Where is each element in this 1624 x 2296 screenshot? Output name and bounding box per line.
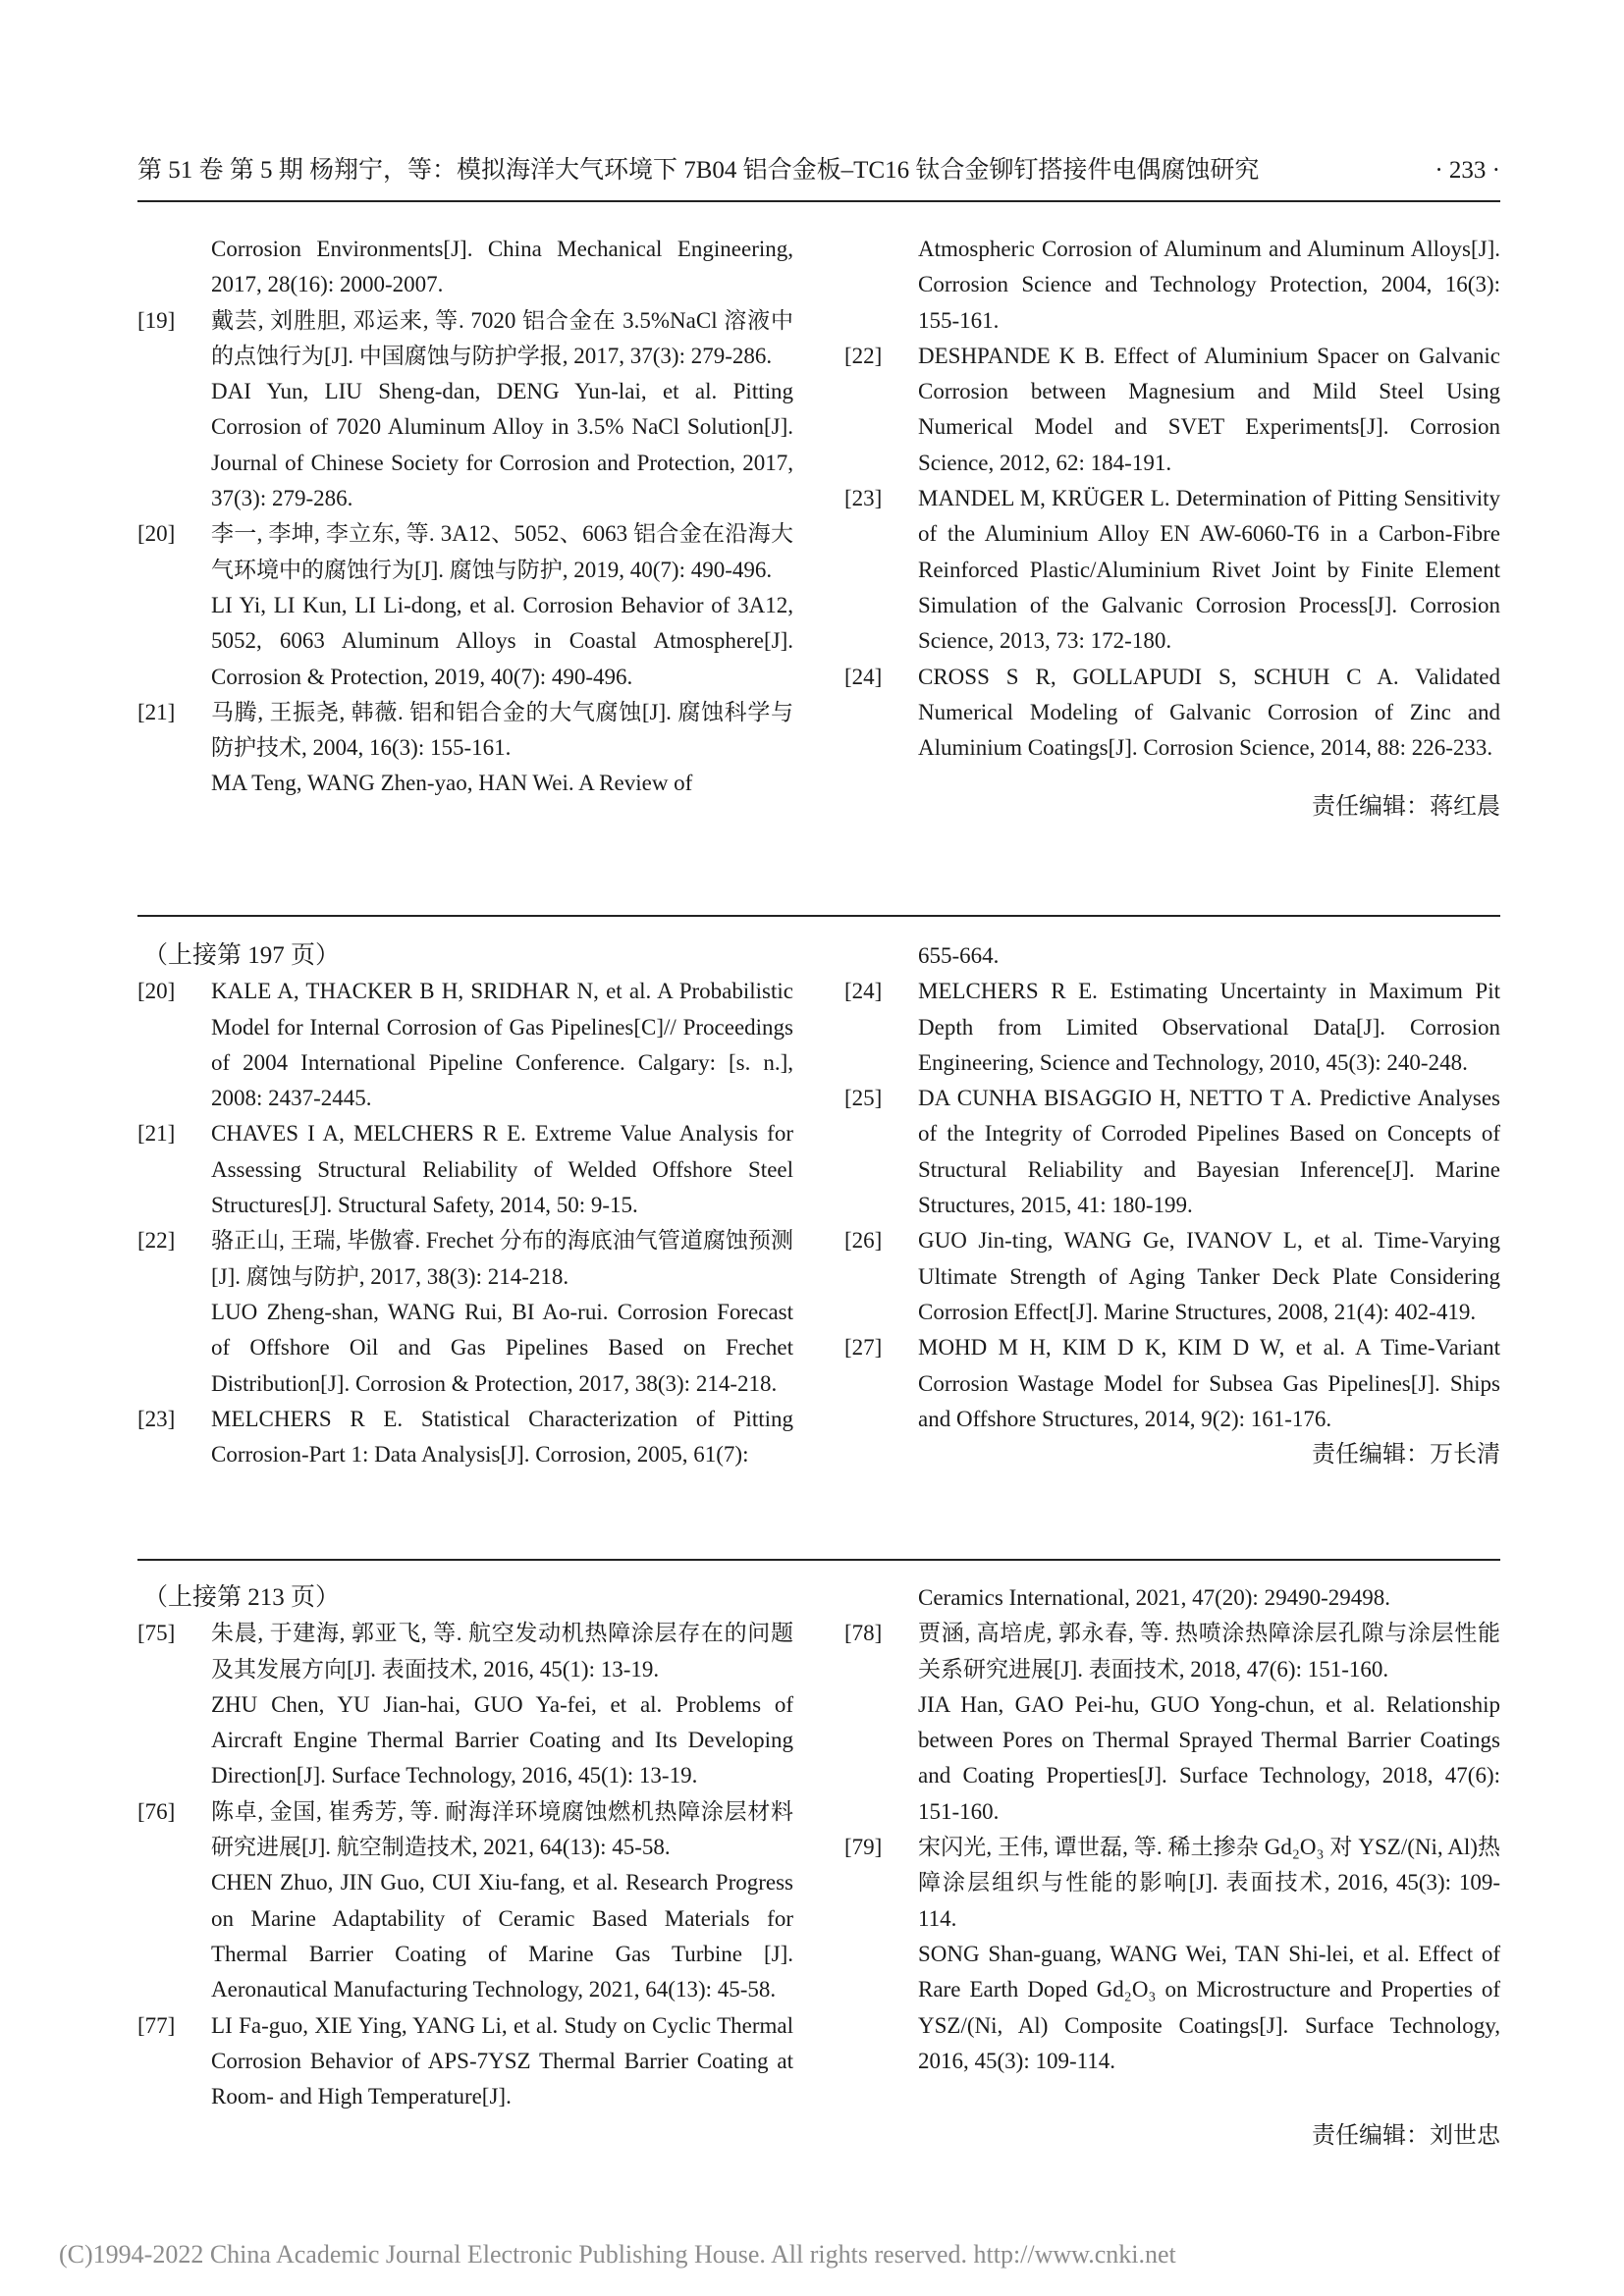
reference-number: [22]	[137, 1228, 176, 1254]
reference-item	[844, 339, 1500, 481]
reference-text: KALE A, THACKER B H, SRIDHAR N, et al. A Probabilistic Model for Internal Corrosion of Gas Pipelines[C]// Proceedings of 2004 International Pipeline Conference. Calgary: [s. n.], 2008: 2437-2445.	[211, 979, 793, 1111]
responsible-editor: 责任编辑：蒋红晨	[1312, 794, 1500, 821]
page-number: · 233 ·	[1435, 157, 1500, 184]
reference-item	[137, 303, 793, 517]
reference-number: [20]	[137, 521, 176, 547]
section1-left-column	[137, 232, 793, 802]
reference-number: [79]	[844, 1835, 883, 1860]
reference-item	[844, 1081, 1500, 1223]
reference-continuation: Atmospheric Corrosion of Aluminum and Aluminum Alloys[J]. Corrosion Science and Technology Protection, 2004, 16(3): 155-161.	[918, 237, 1500, 333]
reference-item	[844, 974, 1500, 1081]
continued-from-label: （上接第 197 页）	[143, 942, 341, 969]
reference-item	[137, 974, 793, 1116]
reference-number: [26]	[844, 1228, 883, 1254]
reference-number: [75]	[137, 1621, 176, 1646]
reference-item	[844, 1616, 1500, 1830]
reference-text: 戴芸, 刘胜胆, 邓运来, 等. 7020 铝合金在 3.5%NaCl 溶液中的点蚀行为[J]. 中国腐蚀与防护学报, 2017, 37(3): 279-286.	[211, 307, 793, 368]
reference-text: MELCHERS R E. Statistical Characterization of Pitting Corrosion-Part 1: Data Analysis[J]. Corrosion, 2005, 61(7):	[211, 1406, 793, 1468]
reference-number: [23]	[844, 486, 883, 511]
running-head-title: 第 51 卷 第 5 期 杨翔宁，等：模拟海洋大气环境下 7B04 铝合金板–TC16 钛合金铆钉搭接件电偶腐蚀研究	[137, 157, 1260, 184]
reference-continuation: Corrosion Environments[J]. China Mechanical Engineering, 2017, 28(16): 2000-2007.	[211, 237, 793, 297]
reference-translation: ZHU Chen, YU Jian-hai, GUO Ya-fei, et al. Problems of Aircraft Engine Thermal Barrier Coating and Its Developing Direction[J]. Surface Technology, 2016, 45(1): 13-19.	[211, 1691, 793, 1789]
reference-number: [76]	[137, 1798, 176, 1824]
reference-text: GUO Jin-ting, WANG Ge, IVANOV L, et al. Time-Varying Ultimate Strength of Aging Tanker Deck Plate Considering Corrosion Effect[J]. Marine Structures, 2008, 21(4): 402-419.	[918, 1228, 1500, 1324]
reference-item	[137, 1116, 793, 1223]
reference-text: CHAVES I A, MELCHERS R E. Extreme Value Analysis for Assessing Structural Reliability of Welded Offshore Steel Structures[J]. Structural Safety, 2014, 50: 9-15.	[211, 1121, 793, 1218]
reference-number: [19]	[137, 307, 176, 333]
reference-continuation: 655-664.	[918, 943, 1000, 968]
reference-number: [21]	[137, 1121, 176, 1147]
reference-text: MELCHERS R E. Estimating Uncertainty in Maximum Pit Depth from Limited Observational Data[J]. Corrosion Engineering, Science and Technology, 2010, 45(3): 240-248.	[918, 979, 1500, 1075]
section-rule	[137, 915, 1500, 917]
reference-number: [77]	[137, 2012, 176, 2038]
reference-text: 骆正山, 王瑞, 毕傲睿. Frechet 分布的海底油气管道腐蚀预测[J]. 腐蚀与防护, 2017, 38(3): 214-218.	[211, 1228, 793, 1289]
reference-number: [21]	[137, 699, 176, 724]
reference-number: [24]	[844, 979, 883, 1004]
reference-text: 朱晨, 于建海, 郭亚飞, 等. 航空发动机热障涂层存在的问题及其发展方向[J]. 表面技术, 2016, 45(1): 13-19.	[211, 1621, 793, 1682]
reference-translation: MA Teng, WANG Zhen-yao, HAN Wei. A Review of	[211, 771, 693, 796]
reference-translation: LUO Zheng-shan, WANG Rui, BI Ao-rui. Corrosion Forecast of Offshore Oil and Gas Pipelines Based on Frechet Distribution[J]. Corrosion & Protection, 2017, 38(3): 214-218.	[211, 1299, 793, 1396]
reference-item	[137, 1223, 793, 1401]
reference-item	[137, 1402, 793, 1473]
reference-text: MANDEL M, KRÜGER L. Determination of Pitting Sensitivity of the Aluminium Alloy EN AW-6060-T6 in a Carbon-Fibre Reinforced Plastic/Aluminium Rivet Joint by Finite Element Simulation of the Galvanic Corrosion Process[J]. Corrosion Science, 2013, 73: 172-180.	[918, 486, 1500, 654]
section2-left-column	[137, 938, 793, 1472]
reference-text: LI Fa-guo, XIE Ying, YANG Li, et al. Study on Cyclic Thermal Corrosion Behavior of APS-7YSZ Thermal Barrier Coating at Room- and High Temperature[J].	[211, 2012, 793, 2109]
reference-item	[844, 660, 1500, 767]
reference-number: [27]	[844, 1335, 883, 1361]
reference-item	[844, 1830, 1500, 2079]
reference-number: [24]	[844, 664, 883, 689]
reference-text: DA CUNHA BISAGGIO H, NETTO T A. Predictive Analyses of the Integrity of Corroded Pipelines Based on Concepts of Structural Reliability and Bayesian Inference[J]. Marine Structures, 2015, 41: 180-199.	[918, 1086, 1500, 1218]
section3-left-column	[137, 1580, 793, 2114]
responsible-editor: 责任编辑：万长清	[1312, 1442, 1500, 1468]
reference-text: MOHD M H, KIM D K, KIM D W, et al. A Time-Variant Corrosion Wastage Model for Subsea Gas Pipelines[J]. Ships and Offshore Structures, 2014, 9(2): 161-176.	[918, 1335, 1500, 1431]
reference-item	[137, 2008, 793, 2115]
section3-right-column	[844, 1580, 1500, 2154]
section2-right-column	[844, 938, 1500, 1472]
continued-from-label: （上接第 213 页）	[143, 1584, 341, 1611]
reference-item	[844, 1223, 1500, 1330]
section1-right-column	[844, 232, 1500, 826]
responsible-editor: 责任编辑：刘世忠	[1312, 2123, 1500, 2150]
reference-text: 陈卓, 金国, 崔秀芳, 等. 耐海洋环境腐蚀燃机热障涂层材料研究进展[J]. 航空制造技术, 2021, 64(13): 45-58.	[211, 1798, 793, 1860]
reference-translation: LI Yi, LI Kun, LI Li-dong, et al. Corrosion Behavior of 3A12, 5052, 6063 Aluminum Alloys in Coastal Atmosphere[J]. Corrosion & Protection, 2019, 40(7): 490-496.	[211, 592, 793, 689]
reference-translation: DAI Yun, LIU Sheng-dan, DENG Yun-lai, et al. Pitting Corrosion of 7020 Aluminum Alloy in 3.5% NaCl Solution[J]. Journal of Chinese Society for Corrosion and Protection, 2017, 37(3): 279-286.	[211, 379, 793, 511]
reference-text: DESHPANDE K B. Effect of Aluminium Spacer on Galvanic Corrosion between Magnesium and Mild Steel Using Numerical Model and SVET Experiments[J]. Corrosion Science, 2012, 62: 184-191.	[918, 343, 1500, 475]
copyright-footer: (C)1994-2022 China Academic Journal Electronic Publishing House. All rights reserved. http://www.cnki.net	[59, 2240, 1176, 2269]
reference-item	[137, 1616, 793, 1793]
reference-item	[844, 481, 1500, 659]
reference-item	[137, 516, 793, 694]
reference-continuation: Ceramics International, 2021, 47(20): 29490-29498.	[918, 1585, 1390, 1610]
reference-text: CROSS S R, GOLLAPUDI S, SCHUH C A. Validated Numerical Modeling of Galvanic Corrosion of Zinc and Aluminium Coatings[J]. Corrosion Science, 2014, 88: 226-233.	[918, 664, 1500, 761]
running-head	[137, 155, 1500, 187]
section-rule	[137, 1559, 1500, 1561]
header-rule	[137, 200, 1500, 202]
reference-text: 李一, 李坤, 李立东, 等. 3A12、5052、6063 铝合金在沿海大气环境中的腐蚀行为[J]. 腐蚀与防护, 2019, 40(7): 490-496.	[211, 521, 793, 582]
reference-number: [20]	[137, 979, 176, 1004]
reference-text: 宋闪光, 王伟, 谭世磊, 等. 稀土掺杂 Gd₂O₃ 对 YSZ/(Ni, Al)热障涂层组织与性能的影响[J]. 表面技术, 2016, 45(3): 109-114.	[918, 1835, 1500, 1931]
reference-text: 马腾, 王振尧, 韩薇. 铝和铝合金的大气腐蚀[J]. 腐蚀科学与防护技术, 2004, 16(3): 155-161.	[211, 699, 793, 761]
reference-item	[137, 1794, 793, 2008]
reference-translation: CHEN Zhuo, JIN Guo, CUI Xiu-fang, et al. Research Progress on Marine Adaptability of Ceramic Based Materials for Thermal Barrier Coating of Marine Gas Turbine [J]. Aeronautical Manufacturing Technology, 2021, 64(13): 45-58.	[211, 1870, 793, 2002]
reference-item	[137, 695, 793, 802]
reference-number: [25]	[844, 1086, 883, 1111]
reference-translation: JIA Han, GAO Pei-hu, GUO Yong-chun, et al. Relationship between Pores on Thermal Sprayed Thermal Barrier Coatings and Coating Properties[J]. Surface Technology, 2018, 47(6): 151-160.	[918, 1691, 1500, 1824]
reference-item	[844, 1330, 1500, 1437]
reference-text: 贾涵, 高培虎, 郭永春, 等. 热喷涂热障涂层孔隙与涂层性能关系研究进展[J]. 表面技术, 2018, 47(6): 151-160.	[918, 1621, 1500, 1682]
reference-translation: SONG Shan-guang, WANG Wei, TAN Shi-lei, et al. Effect of Rare Earth Doped Gd₂O₃ on Microstructure and Properties of YSZ/(Ni, Al) Composite Coatings[J]. Surface Technology, 2016, 45(3): 109-114.	[918, 1941, 1500, 2073]
reference-number: [78]	[844, 1621, 883, 1646]
reference-number: [22]	[844, 343, 883, 368]
reference-number: [23]	[137, 1406, 176, 1431]
